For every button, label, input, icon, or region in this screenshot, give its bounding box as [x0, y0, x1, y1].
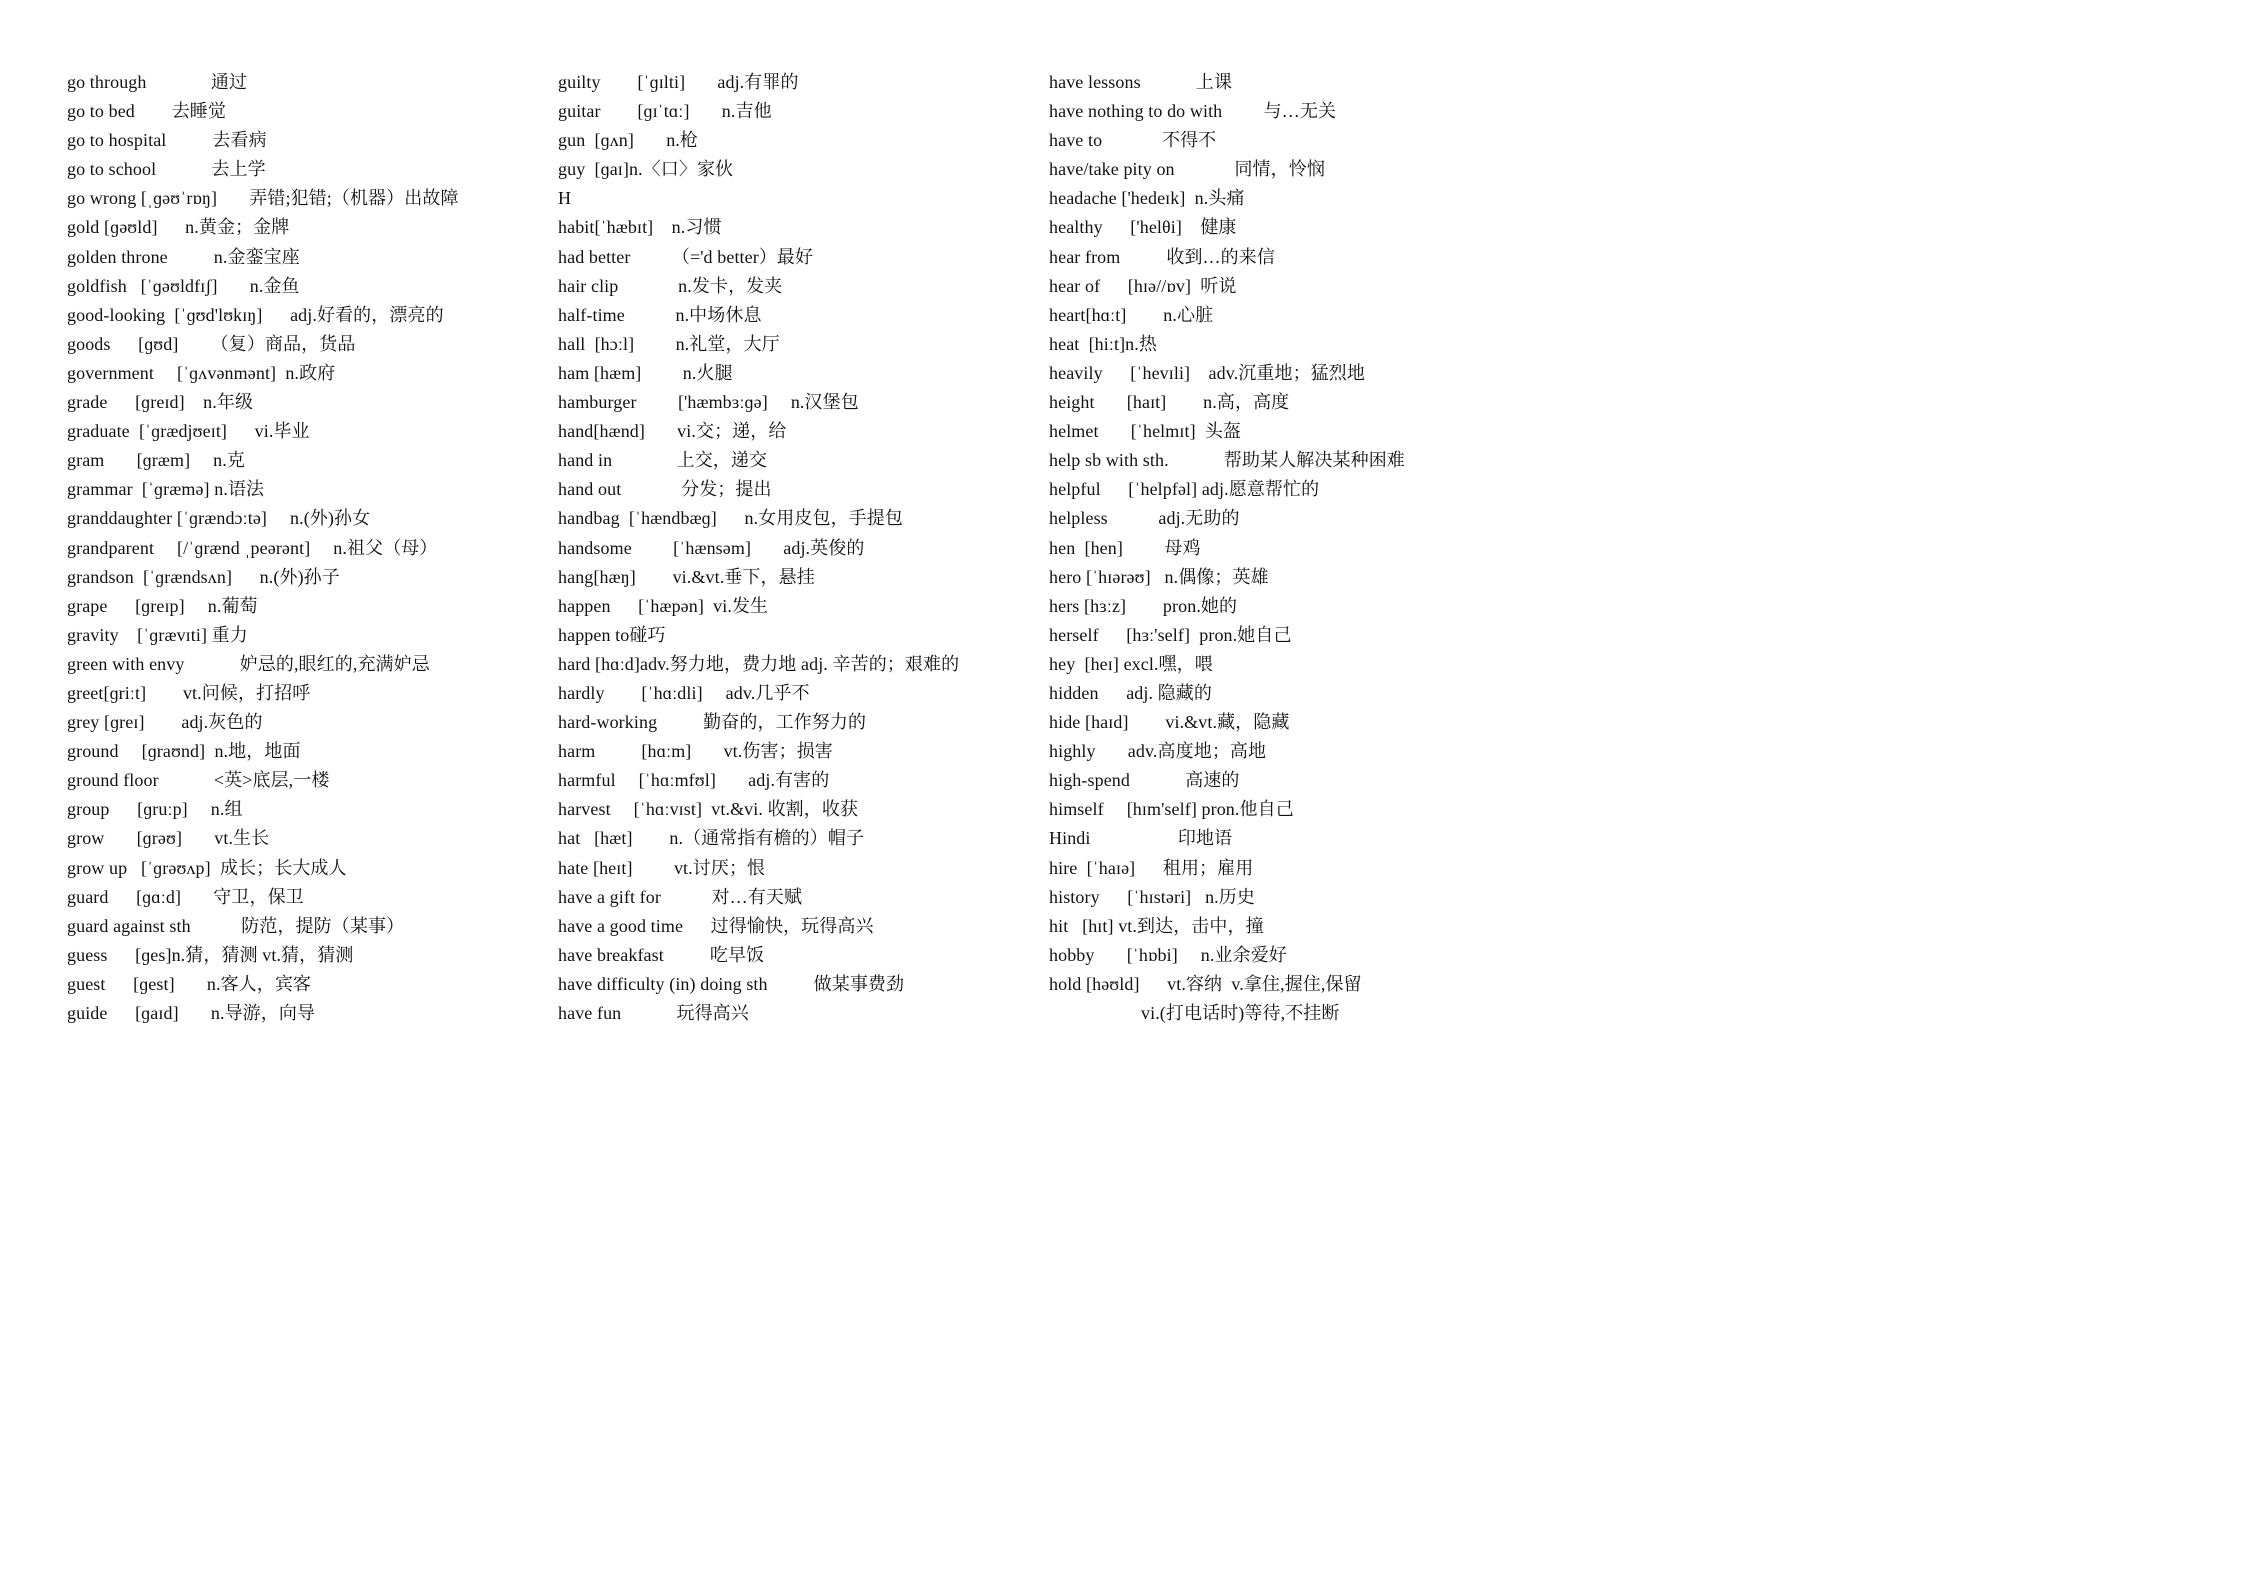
vocab-entry: have fun 玩得高兴: [558, 1003, 749, 1023]
vocab-entry: guess [ɡes]n.猜，猜测 vt.猜，猜测: [67, 944, 354, 965]
vocab-entry: graduate [ˈɡrædjʊeɪt] vi.毕业: [67, 421, 310, 442]
vocab-entry: himself [hɪm'self] pron.他自己: [1049, 799, 1294, 820]
vocab-entry: grandson [ˈɡrændsʌn] n.(外)孙子: [67, 566, 340, 587]
vocab-entry: have nothing to do with 与…无关: [1049, 101, 1337, 122]
vocab-entry: go to hospital 去看病: [67, 130, 267, 151]
vocab-entry: hers [hɜːz] pron.她的: [1049, 595, 1238, 616]
vocab-entry: goldfish [ˈɡəʊldfɪʃ] n.金鱼: [67, 275, 300, 296]
vocab-entry: guard against sth 防范，提防（某事）: [67, 915, 405, 936]
vocab-entry: go wrong [ˌɡəʊˈrɒŋ] 弄错;犯错;（机器）出故障: [67, 188, 459, 209]
vocab-column-3: [1049, 68, 1519, 1028]
vocab-entry: hard-working 勤奋的，工作努力的: [558, 712, 867, 733]
vocab-entry: healthy ['helθi] 健康: [1049, 217, 1237, 238]
vocab-entry: gun [ɡʌn] n.枪: [558, 130, 698, 151]
vocab-entry: hit [hɪt] vt.到达，击中，撞: [1049, 915, 1264, 936]
vocab-entry: grow [ɡrəʊ] vt.生长: [67, 828, 270, 849]
vocab-entry: have breakfast 吃早饭: [558, 944, 765, 965]
vocab-entry: go to bed 去睡觉: [67, 101, 226, 122]
vocab-entry: ground floor <英>底层,一楼: [67, 770, 330, 791]
vocab-entry: heavily [ˈhevɪli] adv.沉重地；猛烈地: [1049, 362, 1365, 383]
vocab-entry: handsome [ˈhænsəm] adj.英俊的: [558, 537, 865, 558]
vocab-entry: green with envy 妒忌的,眼红的,充满妒忌: [67, 653, 430, 674]
vocab-entry: gram [ɡræm] n.克: [67, 450, 245, 471]
vocab-entry: guitar [ɡɪˈtɑː] n.吉他: [558, 101, 772, 122]
vocab-entry: hey [heɪ] excl.嘿，喂: [1049, 653, 1213, 674]
vocab-entry: guy [ɡaɪ]n.〈口〉家伙: [558, 159, 734, 180]
vocab-entry: harvest [ˈhɑːvɪst] vt.&vi. 收割，收获: [558, 799, 859, 820]
vocab-entry: hen [hen] 母鸡: [1049, 537, 1201, 558]
vocab-entry: hand[hænd] vi.交；递，给: [558, 421, 787, 442]
vocab-entry: hear from 收到…的来信: [1049, 246, 1275, 267]
vocab-entry: helpful [ˈhelpfəl] adj.愿意帮忙的: [1049, 479, 1320, 500]
vocab-entry: grandparent [/ˈɡrænd ˌpeərənt] n.祖父（母）: [67, 537, 438, 558]
vocab-entry: go to school 去上学: [67, 159, 266, 180]
vocab-entry: go through 通过: [67, 72, 248, 92]
vocabulary-page: [0, 0, 1555, 1096]
vocab-entry: ground [ɡraʊnd] n.地，地面: [67, 741, 301, 762]
vocab-entry: had better （='d better）最好: [558, 246, 814, 267]
vocab-entry: history [ˈhɪstəri] n.历史: [1049, 886, 1255, 907]
vocab-entry: hobby [ˈhɒbi] n.业余爱好: [1049, 944, 1287, 965]
vocab-entry: herself [hɜː'self] pron.她自己: [1049, 624, 1292, 645]
vocab-entry: golden throne n.金銮宝座: [67, 246, 300, 267]
vocab-entry: hand out 分发；提出: [558, 479, 772, 500]
vocab-entry: guest [ɡest] n.客人，宾客: [67, 973, 312, 994]
vocab-entry: ham [hæm] n.火腿: [558, 362, 733, 383]
vocab-entry: hard [hɑːd]adv.努力地，费力地 adj. 辛苦的；艰难的: [558, 653, 960, 674]
vocab-entry: hand in 上交，递交: [558, 450, 768, 471]
vocab-entry: hardly [ˈhɑːdli] adv.几乎不: [558, 682, 810, 703]
vocab-entry: have a good time 过得愉快，玩得高兴: [558, 915, 874, 936]
vocab-entry: high-spend 高速的: [1049, 770, 1240, 791]
vocab-entry: guide [ɡaɪd] n.导游，向导: [67, 1003, 316, 1023]
vocab-entry: highly adv.高度地；高地: [1049, 741, 1267, 762]
vocab-entry: harmful [ˈhɑːmfʊl] adj.有害的: [558, 770, 830, 791]
vocab-entry: handbag [ˈhændbæɡ] n.女用皮包，手提包: [558, 508, 903, 529]
vocab-entry: grape [ɡreɪp] n.葡萄: [67, 595, 258, 616]
vocab-entry: vi.(打电话时)等待,不挂断: [1049, 1003, 1340, 1023]
vocab-entry: have lessons 上课: [1049, 72, 1233, 92]
vocab-entry: height [haɪt] n.高，高度: [1049, 392, 1290, 413]
vocab-entry: H: [558, 188, 572, 209]
vocab-entry: granddaughter [ˈɡrændɔːtə] n.(外)孙女: [67, 508, 371, 529]
vocab-entry: happen [ˈhæpən] vi.发生: [558, 595, 769, 616]
vocab-entry: have to 不得不: [1049, 130, 1217, 151]
vocab-entry: hamburger ['hæmbɜːɡə] n.汉堡包: [558, 392, 859, 413]
vocab-entry: guard [ɡɑːd] 守卫，保卫: [67, 886, 304, 907]
vocab-entry: helmet [ˈhelmɪt] 头盔: [1049, 421, 1242, 442]
vocab-entry: have a gift for 对…有天赋: [558, 886, 803, 907]
vocab-column-1: [67, 68, 537, 1028]
vocab-entry: grey [ɡreɪ] adj.灰色的: [67, 712, 263, 733]
vocab-entry: hat [hæt] n.（通常指有檐的）帽子: [558, 828, 865, 849]
vocab-entry: hair clip n.发卡，发夹: [558, 275, 783, 296]
vocab-entry: heat [hiːt]n.热: [1049, 333, 1157, 354]
vocab-entry: harm [hɑːm] vt.伤害；损害: [558, 741, 833, 762]
vocab-entry: half-time n.中场休息: [558, 304, 762, 325]
vocab-entry: gravity [ˈɡrævɪti] 重力: [67, 624, 248, 645]
vocab-entry: hear of [hɪə//ɒv] 听说: [1049, 275, 1237, 296]
vocab-entry: hide [haɪd] vi.&vt.藏，隐藏: [1049, 712, 1290, 733]
vocab-entry: grade [ɡreɪd] n.年级: [67, 392, 254, 413]
vocab-entry: helpless adj.无助的: [1049, 508, 1240, 529]
vocab-entry: group [ɡruːp] n.组: [67, 799, 243, 820]
vocab-entry: headache ['hedeɪk] n.头痛: [1049, 188, 1245, 209]
vocab-entry: happen to碰巧: [558, 624, 666, 645]
vocab-entry: government [ˈɡʌvənmənt] n.政府: [67, 362, 336, 383]
vocab-entry: grow up [ˈɡrəʊʌp] 成长；长大成人: [67, 857, 347, 878]
vocab-entry: guilty [ˈɡɪlti] adj.有罪的: [558, 72, 799, 92]
vocab-entry: Hindi 印地语: [1049, 828, 1233, 849]
vocab-entry: hold [həʊld] vt.容纳 v.拿住,握住,保留: [1049, 973, 1362, 994]
vocab-entry: have difficulty (in) doing sth 做某事费劲: [558, 973, 905, 994]
vocab-entry: gold [ɡəʊld] n.黄金；金牌: [67, 217, 290, 238]
vocab-entry: hidden adj. 隐藏的: [1049, 682, 1212, 703]
vocab-entry: have/take pity on 同情，怜悯: [1049, 159, 1325, 180]
vocab-entry: hang[hæŋ] vi.&vt.垂下，悬挂: [558, 566, 815, 587]
vocab-entry: goods [ɡʊd] （复）商品，货品: [67, 333, 356, 354]
vocab-entry: grammar [ˈɡræmə] n.语法: [67, 479, 265, 500]
vocab-entry: help sb with sth. 帮助某人解决某种困难: [1049, 450, 1405, 471]
vocab-entry: hate [heɪt] vt.讨厌；恨: [558, 857, 766, 878]
vocab-entry: hall [hɔːl] n.礼堂，大厅: [558, 333, 780, 354]
vocab-entry: hero [ˈhɪərəʊ] n.偶像；英雄: [1049, 566, 1269, 587]
vocab-entry: heart[hɑːt] n.心脏: [1049, 304, 1214, 325]
vocab-entry: good-looking [ˈɡʊd'lʊkɪŋ] adj.好看的，漂亮的: [67, 304, 444, 325]
vocab-entry: habit[ˈhæbɪt] n.习惯: [558, 217, 722, 238]
vocab-column-2: [558, 68, 1028, 1028]
vocab-entry: greet[ɡriːt] vt.问候，打招呼: [67, 682, 311, 703]
vocab-entry: hire [ˈhaɪə] 租用；雇用: [1049, 857, 1254, 878]
